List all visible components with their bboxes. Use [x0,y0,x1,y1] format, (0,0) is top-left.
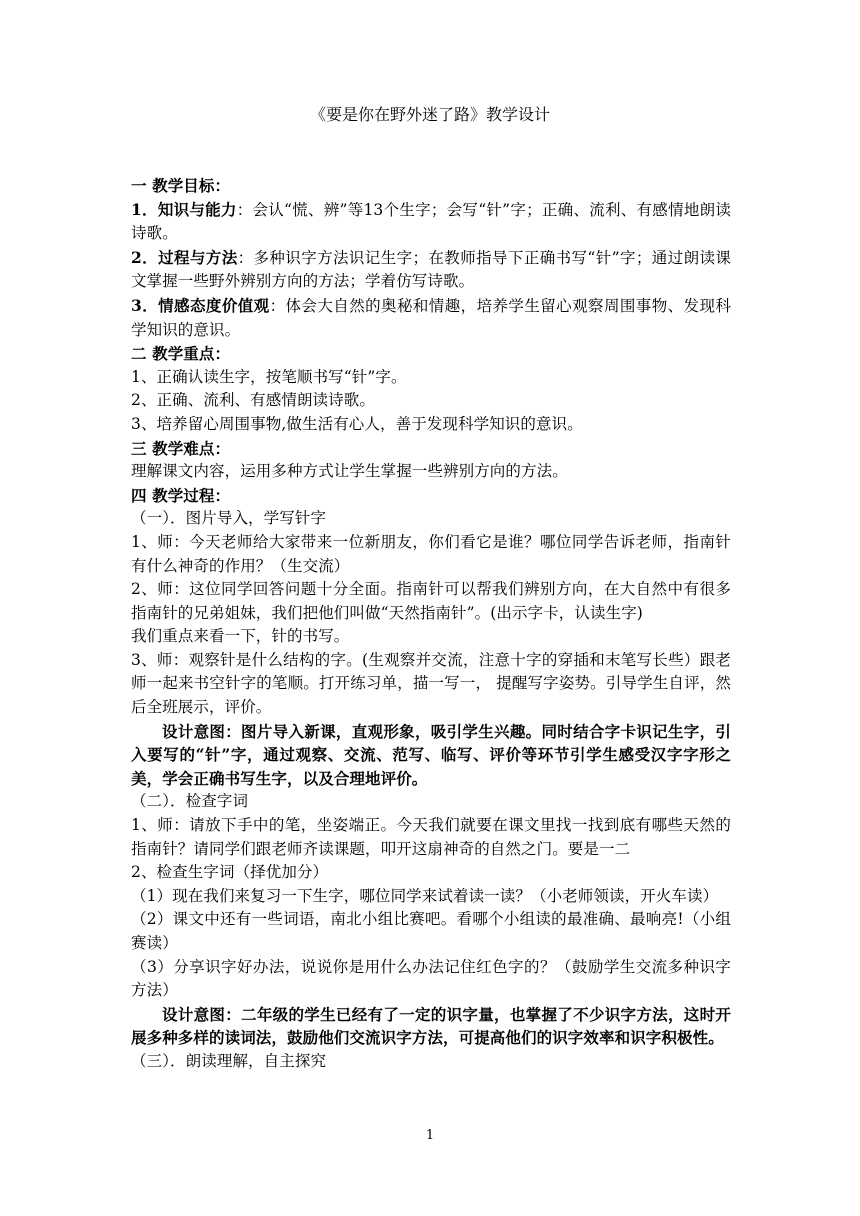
objective-process-text: ：多种识字方法识记生字；在教师指导下正确书写“针”字；通过朗读课文掌握一些野外辨别方向的方法；学着仿写诗歌。 [131,248,731,291]
section-heading-objectives: 一 教学目标： [131,176,231,195]
objective-process-label: 2．过程与方法 [131,247,238,267]
objective-process [131,246,731,294]
page-number: 1 [425,1128,435,1143]
objective-emotion-label: 3．情感态度价值观 [131,295,270,315]
process-part-2-heading: （二）．检查字词 [131,792,249,811]
objective-knowledge-label: 1．知识与能力 [131,199,237,219]
process-part-1-step-1: 1、师：今天老师给大家带来一位新朋友，你们看它是谁？哪位同学告诉老师，指南针有什么神奇的作用？（生交流） [131,532,731,575]
key-point-3: 3、培养留心周围事物,做生活有心人，善于发现科学知识的意识。 [131,414,583,433]
document-body [131,174,731,1074]
objective-emotion [131,294,731,342]
process-part-2-step-1: 1、师：请放下手中的笔，坐姿端正。今天我们就要在课文里找一找到底有哪些天然的指南针？请同学们跟老师齐读课题，叩开这扇神奇的自然之门。要是一二 [131,816,731,858]
objective-knowledge-text: ：会认“慌、辨”等13个生字；会写“针”字；正确、流利、有感情地朗读诗歌。 [131,200,731,243]
process-part-1-design-intent: 设计意图：图片导入新课，直观形象，吸引学生兴趣。同时结合字卡识记生字，引入要写的“针”字，通过观察、交流、范写、临写、评价等环节引学生感受汉字字形之美，学会正确书写生字，以及合理地评价。 [131,721,731,788]
key-point-1: 1、正确认读生字，按笔顺书写“针”字。 [131,367,407,386]
objective-emotion-text: ：体会大自然的奥秘和情趣，培养学生留心观察周围事物、发现科学知识的意识。 [131,296,732,339]
process-part-1-note: 我们重点来看一下，针的书写。 [131,627,350,646]
key-point-2: 2、正确、流利、有感情朗读诗歌。 [131,391,375,410]
section-heading-key-points: 二 教学重点： [131,344,231,364]
process-part-1-step-2: 2、师：这位同学回答问题十分全面。指南针可以帮我们辨别方向，在大自然中有很多指南针的兄弟姐妹，我们把他们叫做“天然指南针”。(出示字卡，认读生字) [131,580,731,622]
process-part-3-heading: （三）．朗读理解，自主探究 [131,1051,327,1070]
section-heading-difficulties: 三 教学难点： [131,438,231,458]
document-title: 《要是你在野外迷了路》教学设计 [309,105,550,124]
difficulty-1: 理解课文内容，运用多种方式让学生掌握一些辨别方向的方法。 [131,462,568,481]
process-part-1-step-3: 3、师：观察针是什么结构的字。(生观察并交流，注意十字的穿插和末笔写长些）跟老师一起来书空针字的笔顺。打开练习单，描一写一， 提醒写字姿势。引导学生自评，然后全班展示，评价。 [131,650,731,717]
process-part-2-substep-2: （2）课文中还有一些词语，南北小组比赛吧。看哪个小组读的最准确、最响亮!（小组赛读） [131,910,731,952]
section-heading-process: 四 教学过程： [131,485,231,505]
process-part-2-design-intent: 设计意图：二年级的学生已经有了一定的识字量，也掌握了不少识字方法，这时开展多种多样的读词法，鼓励他们交流识字方法，可提高他们的识字效率和识字积极性。 [131,1004,731,1048]
process-part-2-substep-3: （3）分享识字好办法，说说你是用什么办法记住红色字的？（鼓励学生交流多种识字方法） [131,957,731,1000]
process-part-2-step-2: 2、检查生字词（择优加分） [131,863,329,882]
process-part-2-substep-1: （1）现在我们来复习一下生字，哪位同学来试着读一读？（小老师领读，开火车读） [131,886,719,905]
objective-knowledge [131,198,731,246]
process-part-1-heading: （一）．图片导入，学写针字 [131,509,327,528]
